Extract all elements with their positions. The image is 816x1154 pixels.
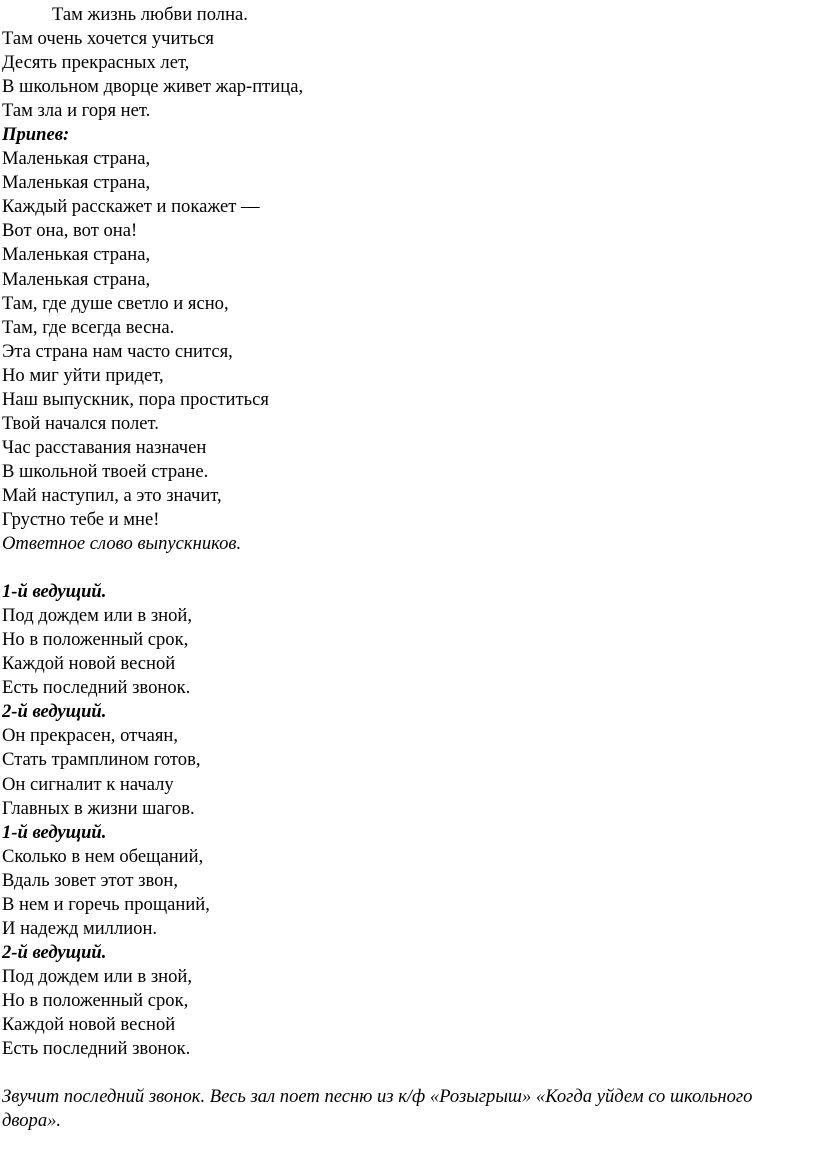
text-line: Там зла и горя нет. [2,100,151,122]
text-line: Грустно тебе и мне! [2,508,160,530]
text-line: Там очень хочется учиться [2,28,214,50]
text-line: Каждой новой весной [2,653,176,675]
document-page [2,3,802,1133]
text-line: В нем и горечь прощаний, [2,893,210,915]
text-line: Наш выпускник, пора проститься [2,388,269,410]
speaker-heading: 1-й ведущий. [2,581,107,603]
text-line: Эта страна нам часто снится, [2,340,233,362]
text-line: Твой начался полет. [2,412,159,434]
text-line: Главных в жизни шагов. [2,797,195,819]
text-line: Но миг уйти придет, [2,364,164,386]
stage-direction: Ответное слово выпускников. [2,533,242,555]
text-line: Там жизнь любви полна. [52,4,248,25]
text-line: Сколько в нем обещаний, [2,845,204,867]
speaker-heading: Припев: [2,124,70,146]
text-line: Стать трамплином готов, [2,749,201,771]
text-line: Каждой новой весной [2,1013,176,1035]
text-line: Май наступил, а это значит, [2,484,222,506]
text-line: Он сигналит к началу [2,773,174,795]
text-line: Вот она, вот она! [2,220,138,242]
speaker-heading: 1-й ведущий. [2,821,107,843]
text-line: Под дождем или в зной, [2,965,193,987]
stage-direction: Звучит последний звонок. Весь зал поет песню из к/ф «Розыгрыш» «Когда уйдем со школьного двора». [2,1086,753,1132]
text-line: Десять прекрасных лет, [2,52,190,74]
text-line: В школьном дворце живет жар-птица, [2,76,304,98]
text-line: Маленькая страна, [2,172,151,194]
text-line: Там, где душе светло и ясно, [2,292,229,314]
text-line: Он прекрасен, отчаян, [2,725,179,747]
text-line: В школьной твоей стране. [2,460,209,482]
blank-line [2,556,802,580]
text-line: Вдаль зовет этот звон, [2,869,179,891]
text-line: Час расставания назначен [2,436,207,458]
text-line: Но в положенный срок, [2,989,189,1011]
speaker-heading: 2-й ведущий. [2,941,107,963]
blank-line [2,1061,802,1085]
text-line: Маленькая страна, [2,244,151,266]
text-line: Там, где всегда весна. [2,316,175,338]
text-line: Под дождем или в зной, [2,605,193,627]
text-line: И надежд миллион. [2,917,158,939]
text-line: Маленькая страна, [2,268,151,290]
text-line: Маленькая страна, [2,148,151,170]
text-line: Есть последний звонок. [2,677,191,699]
poem-text [2,3,802,1133]
text-line: Но в положенный срок, [2,629,189,651]
speaker-heading: 2-й ведущий. [2,701,107,723]
text-line: Каждый расскажет и покажет — [2,196,260,218]
text-line: Есть последний звонок. [2,1038,191,1060]
